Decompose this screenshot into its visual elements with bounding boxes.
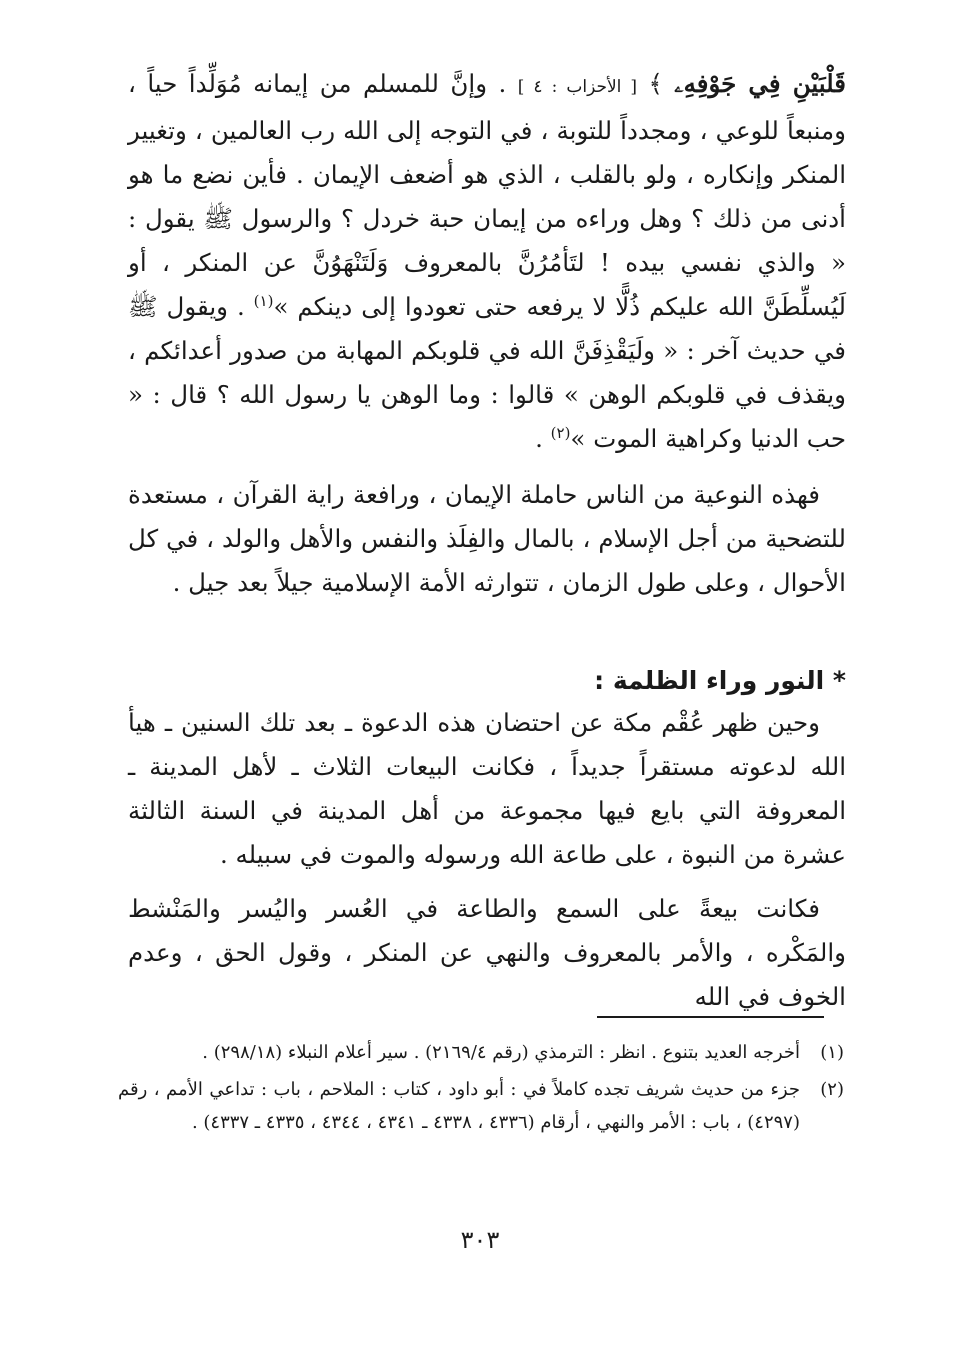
footnote-2 — [118, 1073, 844, 1139]
quran-verse: قَلْبَيْنِ فِي جَوْفِهِۦ — [674, 69, 846, 98]
footnote-number: (١) — [820, 1042, 844, 1063]
paragraph-1-end: . — [535, 424, 551, 453]
verse-close-bracket: ﴾ — [637, 69, 675, 98]
verse-reference: [ الأحزاب : ٤ ] — [517, 77, 638, 97]
paragraph-1-text-continued: . ويقول ﷺ في حديث آخر : « ولَيَقْذِفَنَّ الله في قلوبكم المهابة من صدور أعدائكم ، ويقذف في قلوبكم الوهن » قالوا : وما الوهن يا رسول الله ؟ قال : « حب الدنيا وكراهية الموت » — [128, 292, 846, 453]
page-body — [128, 62, 846, 1019]
paragraph-1-text: . وإنَّ للمسلم من إيمانه مُوَلِّداً حياً ، ومنبعاً للوعي ، ومجدداً للتوبة ، في التوجه إلى الله رب العالمين ، وتغيير المنكر وإنكاره ، ولو بالقلب ، الذي هو أضعف الإيمان . فأين نضع ما هو أدنى من ذلك ؟ وهل وراءه من إيمان حبة خردل ؟ والرسول ﷺ يقول : « والذي نفسي بيده ! لتَأمُرُنَّ بالمعروف وَلَتَنْهَوُنَّ عن المنكر ، أو لَيُسلِّطَنَّ الله عليكم ذُلًّا لا يرفعه حتى تعودوا إلى دينكم » — [128, 69, 846, 321]
paragraph-4 — [128, 887, 846, 1019]
page-number: ٣٠٣ — [460, 1226, 500, 1254]
paragraph-4-text: فكانت بيعةً على السمع والطاعة في العُسر واليُسر والمَنْشط والمَكْره ، والأمر بالمعروف والنهي عن المنكر ، وقول الحق ، وعدم الخوف في الله — [128, 894, 846, 1011]
paragraph-1 — [128, 62, 846, 461]
footnote-text: جزء من حديث شريف تجده كاملاً في : أبو داود ، كتاب : الملاحم ، باب : تداعي الأمم ، رقم (٤٢٩٧) ، باب : الأمر والنهي ، أرقام (٤٣٣٦ ، ٤٣٣٨ ـ ٤٣٤١ ، ٤٣٤٤ ، ٤٣٣٥ ـ ٤٣٣٧) . — [118, 1079, 800, 1133]
footnote-number: (٢) — [820, 1079, 844, 1100]
section-heading: * النور وراء الظلمة : — [594, 666, 846, 695]
footnote-marker-1[interactable]: (١) — [253, 291, 274, 310]
footnote-text: أخرجه العديد بتنوع . انظر : الترمذي (رقم ٢١٦٩/٤) . سير أعلام النبلاء (٢٩٨/١٨) . — [202, 1042, 800, 1063]
footnotes — [118, 1036, 844, 1143]
paragraph-2 — [128, 473, 846, 605]
footnote-1 — [118, 1036, 844, 1069]
paragraph-2-text: فهذه النوعية من الناس حاملة الإيمان ، ورافعة راية القرآن ، مستعدة للتضحية من أجل الإسلام ، بالمال والفِلَذ والنفس والأهل والولد ، في كل الأحوال ، وعلى طول الزمان ، تتوارثه الأمة الإسلامية جيلاً بعد جيل . — [128, 480, 846, 597]
paragraph-3-text: وحين ظهر عُقْم مكة عن احتضان هذه الدعوة ـ بعد تلك السنين ـ هيأ الله لدعوته مستقراً جديداً ، فكانت البيعات الثلاث ـ لأهل المدينة ـ المعروفة التي بايع فيها مجموعة من أهل المدينة في السنة الثالثة عشرة من النبوة ، على طاعة الله ورسوله والموت في سبيله . — [128, 708, 846, 869]
paragraph-3 — [128, 701, 846, 877]
footnote-separator — [597, 1016, 824, 1018]
footnote-marker-2[interactable]: (٢) — [550, 423, 571, 442]
